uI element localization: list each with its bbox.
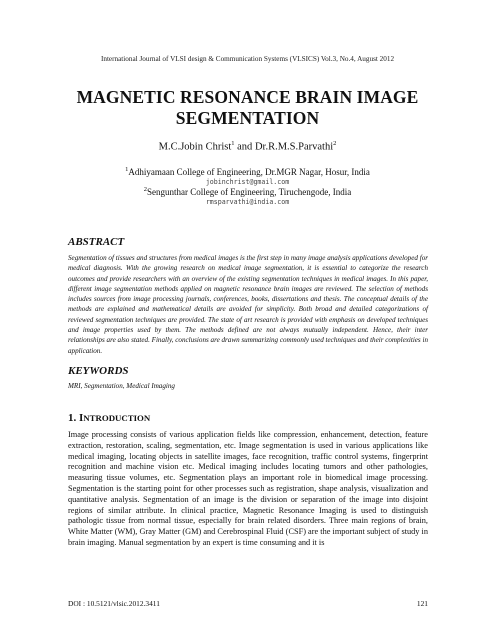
journal-header: International Journal of VLSI design & Communication Systems (VLSICS) Vol.3, No.4, August 2012: [100, 55, 395, 63]
affiliation-1-mark: 1: [125, 166, 129, 173]
affiliation-2-email: rmsparvathi@india.com: [205, 198, 290, 206]
title-line-2: SEGMENTATION: [175, 108, 320, 128]
affiliation-1-name: Adhiyamaan College of Engineering, Dr.MGR Nagar, Hosur, India: [128, 167, 370, 177]
author-1-affil-mark: 1: [231, 140, 235, 147]
author-list: [0, 140, 495, 153]
introduction-text: Image processing consists of various application fields like compression, enhancement, detection, feature extraction, restoration, scaling, segmentation, etc. Image segmentation is used in various applications like medical imaging, locating objects in satellite images, face recognition, traffic control systems, fingerprint recognition and machine vision etc. Medical imaging includes locating tumors and other pathologies, measuring tissue volumes, etc. Segmentation plays an important role in biomedical image processing. Segmentation is the starting point for other processes such as registration, shape analysis, visualization and quantitative analysis. Segmentation of an image is the division or separation of the image into disjoint regions of similar attribute. In clinical practice, Magnetic Resonance Imaging is used to distinguish pathologic tissue from normal tissue, especially for brain related disorders. Three main regions of brain, White Matter (WM), Gray Matter (GM) and Cerebrospinal Fluid (CSF) are the important subject of study in brain imaging. Manual segmentation by an expert is time consuming and it is: [68, 430, 428, 547]
affiliation-2-mark: 2: [143, 186, 148, 193]
page-number: 121: [416, 599, 428, 608]
keywords-heading: KEYWORDS: [68, 365, 129, 377]
footer-doi: DOI : 10.5121/vlsic.2012.3411: [68, 599, 160, 608]
affiliation-2: [0, 186, 495, 197]
author-2: Dr.R.M.S.Parvathi: [254, 141, 334, 153]
abstract-heading: ABSTRACT: [68, 236, 125, 248]
author-conjunction: and: [234, 141, 255, 153]
introduction-heading: [68, 412, 150, 424]
introduction-number: 1.: [68, 412, 79, 424]
introduction-rest: NTRODUCTION: [83, 413, 151, 423]
author-2-affil-mark: 2: [333, 140, 337, 147]
paper-title: [40, 87, 455, 129]
author-1: M.C.Jobin Christ: [158, 141, 232, 153]
introduction-initial: I: [79, 412, 84, 424]
affiliation-1: [0, 166, 495, 177]
title-line-1: MAGNETIC RESONANCE BRAIN IMAGE: [76, 87, 419, 107]
affiliation-2-name: Sengunthar College of Engineering, Tiruchengode, India: [147, 187, 352, 197]
keywords-text: MRI, Segmentation, Medical Imaging: [68, 382, 175, 390]
affiliation-1-email: jobinchrist@gmail.com: [205, 178, 290, 186]
abstract-text: Segmentation of tissues and structures from medical images is the first step in many image analysis applications developed for medical diagnosis. With the growing research on medical image segmentation, it is essential to categorize the research outcomes and provide researchers with an overview of the existing segmentation techniques in medical images. In this paper, different image segmentation methods applied on magnetic resonance brain images are reviewed. The selection of methods includes sources from image processing journals, conferences, books, dissertations and thesis. The conceptual details of the methods are explained and mathematical details are avoided for simplicity. Both broad and detailed categorizations of reviewed segmentation techniques are provided. The state of art research is provided with emphasis on developed techniques and image properties used by them. The methods defined are not always mutually independent. Hence, their inter relationships are also stated. Finally, conclusions are drawn summarizing commonly used techniques and their complexities in application.: [68, 254, 428, 355]
